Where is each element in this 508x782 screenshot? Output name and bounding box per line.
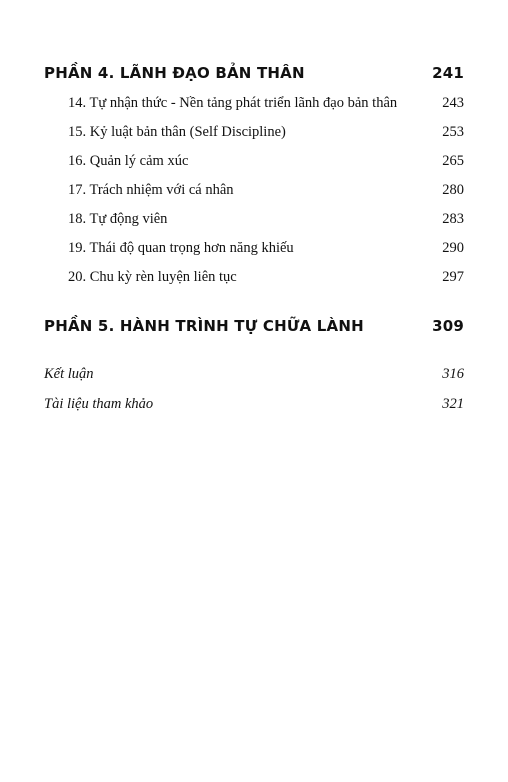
- entry-label: 19. Thái độ quan trọng hơn năng khiếu: [68, 240, 294, 256]
- entry-page-number: 243: [442, 95, 464, 111]
- part-title: PHẦN 4. LÃNH ĐẠO BẢN THÂN: [44, 64, 305, 82]
- toc-entry: [68, 211, 464, 228]
- entry-label: 18. Tự động viên: [68, 211, 168, 227]
- toc-entry: [68, 269, 464, 286]
- appendix-label: Kết luận: [44, 366, 94, 382]
- entry-label: 20. Chu kỳ rèn luyện liên tục: [68, 269, 237, 285]
- toc-entry: [68, 124, 464, 141]
- entry-page-number: 265: [442, 153, 464, 169]
- toc-entry: [68, 240, 464, 257]
- toc-entry: [68, 182, 464, 199]
- entry-page-number: 283: [442, 211, 464, 227]
- entry-page-number: 290: [442, 240, 464, 256]
- appendix-page-number: 316: [442, 366, 464, 382]
- appendix-label: Tài liệu tham khảo: [44, 396, 154, 412]
- part-title: PHẦN 5. HÀNH TRÌNH TỰ CHỮA LÀNH: [44, 317, 364, 335]
- toc-appendix-entry: [44, 396, 464, 413]
- toc-part-5: [44, 317, 464, 335]
- entry-label: 16. Quản lý cảm xúc: [68, 153, 189, 169]
- entry-page-number: 280: [442, 182, 464, 198]
- toc-appendix-entry: [44, 366, 464, 383]
- entry-page-number: 297: [442, 269, 464, 285]
- toc-part-4: [44, 64, 464, 82]
- entry-label: 17. Trách nhiệm với cá nhân: [68, 182, 234, 198]
- toc-entry: [68, 153, 464, 170]
- entry-label: 14. Tự nhận thức - Nền tảng phát triển lãnh đạo bản thân: [68, 95, 398, 111]
- part-page-number: 309: [432, 317, 464, 335]
- appendix-page-number: 321: [442, 396, 464, 412]
- part-page-number: 241: [432, 64, 464, 82]
- entry-page-number: 253: [442, 124, 464, 140]
- entry-label: 15. Kỷ luật bản thân (Self Discipline): [68, 124, 286, 140]
- toc-entry: [68, 95, 464, 112]
